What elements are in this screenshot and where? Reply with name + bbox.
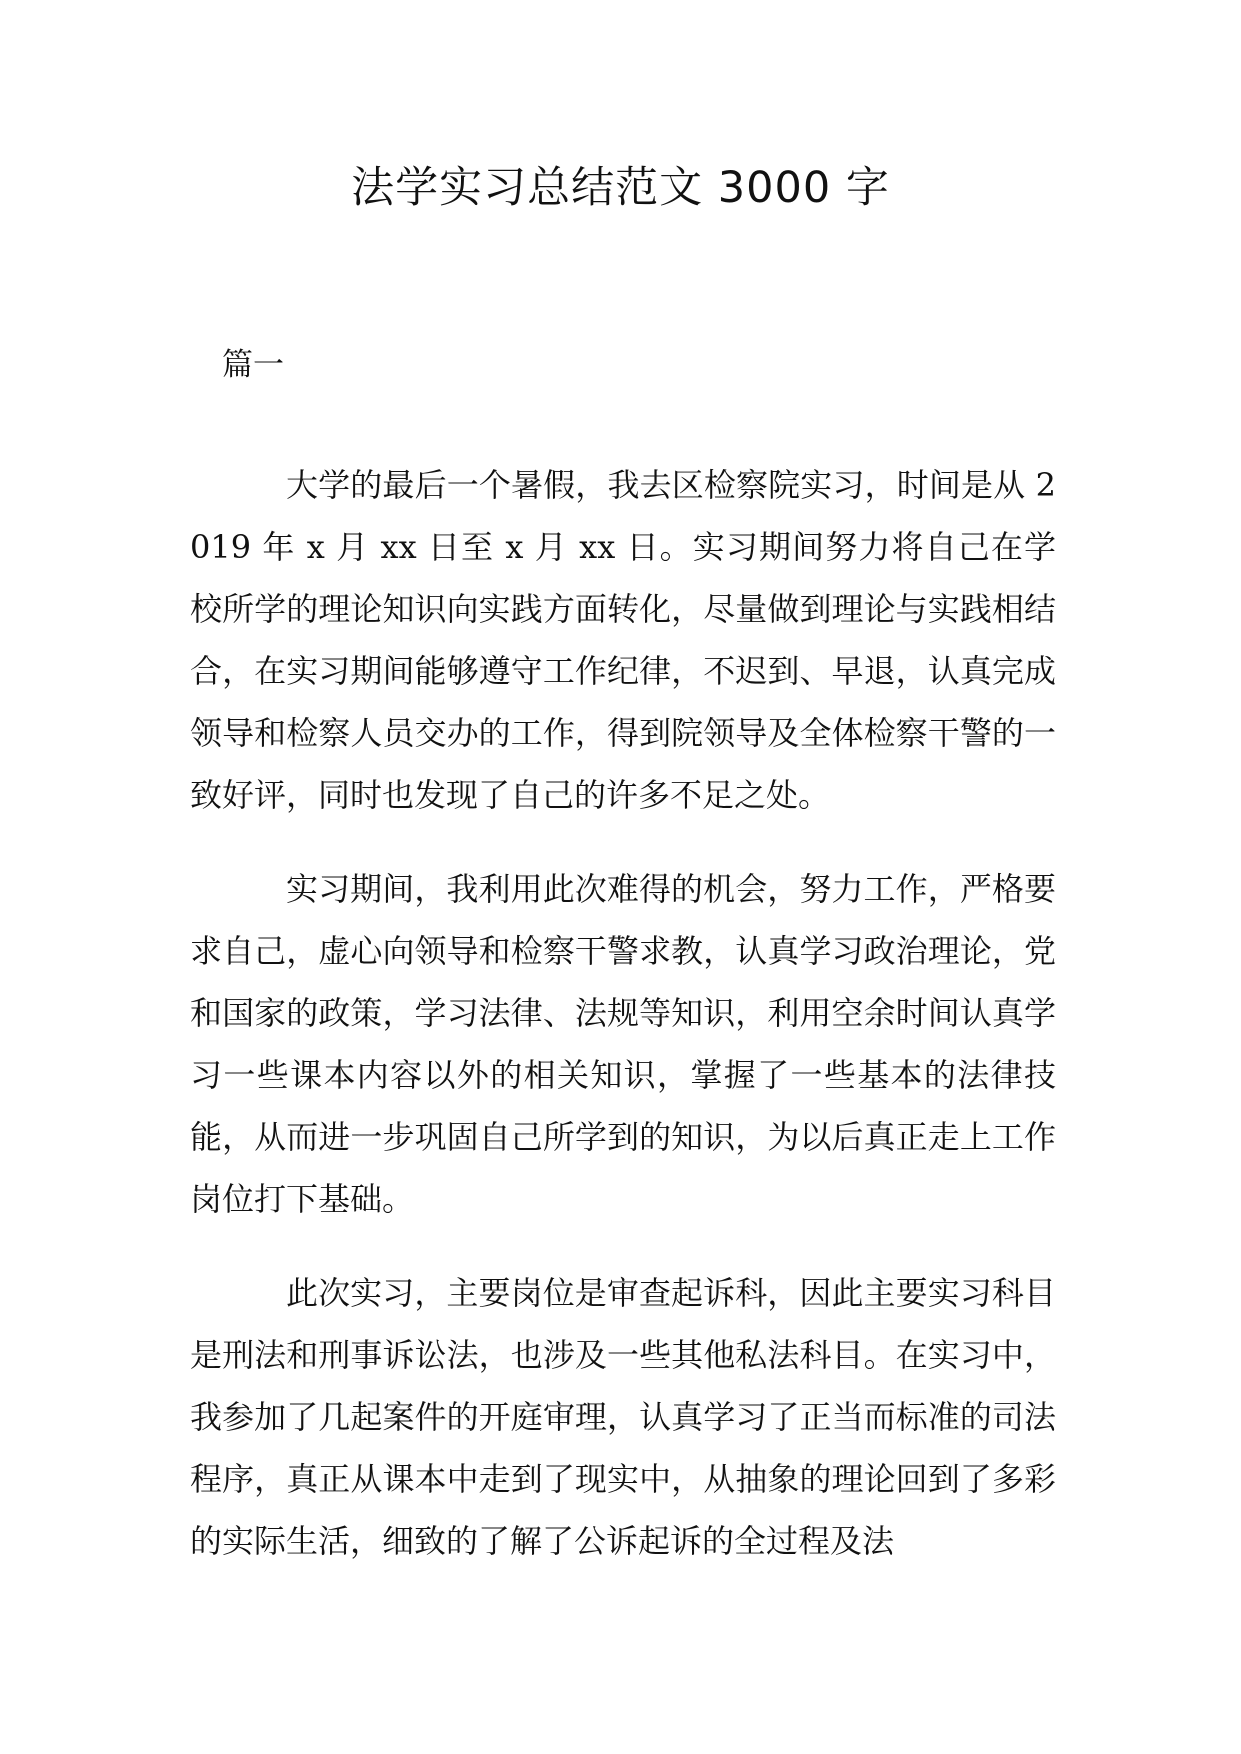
document-title: 法学实习总结范文 3000 字: [351, 163, 890, 213]
section-label: 篇一: [222, 347, 284, 383]
paragraph-1: 大学的最后一个暑假，我去区检察院实习，时间是从 2019 年 x 月 xx 日至 x 月 xx 日。实习期间努力将自己在学校所学的理论知识向实践方面转化，尽量做到理论与实践相结合，在实习期间能够遵守工作纪律，不迟到、早退，认真完成领导和检察人员交办的工作，得到院领导及全体检察干警的一致好评，同时也发现了自己的许多不足之处。: [190, 466, 1056, 814]
paragraph-2: 实习期间，我利用此次难得的机会，努力工作，严格要求自己，虚心向领导和检察干警求教，认真学习政治理论，党和国家的政策，学习法律、法规等知识，利用空余时间认真学习一些课本内容以外的相关知识，掌握了一些基本的法律技能，从而进一步巩固自己所学到的知识，为以后真正走上工作岗位打下基础。: [190, 870, 1056, 1218]
paragraph-3: 此次实习，主要岗位是审查起诉科，因此主要实习科目是刑法和刑事诉讼法，也涉及一些其他私法科目。在实习中，我参加了几起案件的开庭审理，认真学习了正当而标准的司法程序，真正从课本中走到了现实中，从抽象的理论回到了多彩的实际生活，细致的了解了公诉起诉的全过程及法: [190, 1274, 1056, 1560]
